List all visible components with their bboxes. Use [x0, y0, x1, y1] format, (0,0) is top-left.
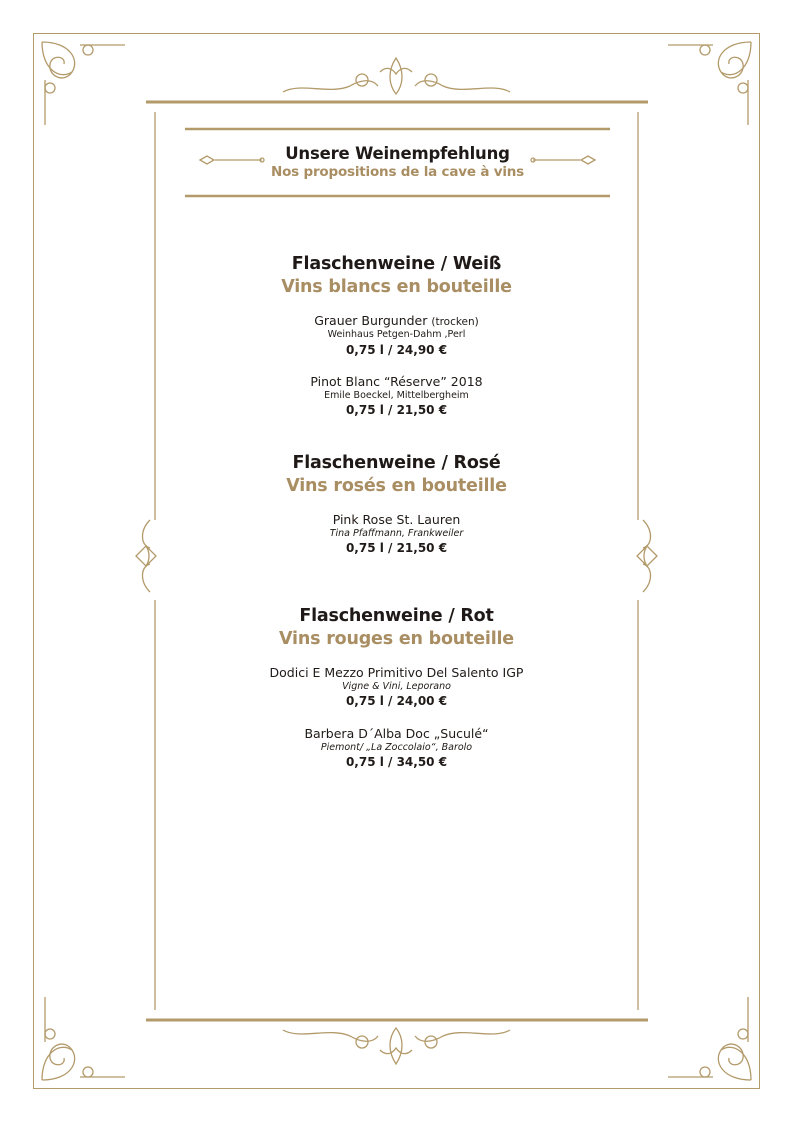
- wine-origin: Piemont/ „La Zoccolaio“, Barolo: [320, 742, 473, 753]
- wine-name: Pink Rose St. Lauren: [332, 512, 461, 527]
- section-subtitle-rose: Vins rosés en bouteille: [286, 476, 507, 496]
- wine-price: 0,75 l / 21,50 €: [345, 403, 448, 417]
- page-subtitle: Nos propositions de la cave à vins: [270, 164, 525, 180]
- wine-origin: Emile Boeckel, Mittelbergheim: [324, 390, 469, 401]
- page-title: Unsere Weinempfehlung: [285, 144, 510, 163]
- section-title-red: Flaschenweine / Rot: [299, 606, 494, 626]
- wine-note: (trocken): [431, 316, 479, 328]
- wine-name: [0, 313, 793, 328]
- wine-name: Dodici E Mezzo Primitivo Del Salento IGP: [269, 665, 524, 680]
- wine-price: 0,75 l / 24,00 €: [345, 694, 448, 708]
- heading-block: [185, 128, 610, 198]
- wine-name-text: Grauer Burgunder: [314, 313, 428, 328]
- wine-origin: Tina Pfaffmann, Frankweiler: [329, 528, 464, 539]
- wine-price: 0,75 l / 34,50 €: [345, 755, 448, 769]
- section-subtitle-red: Vins rouges en bouteille: [279, 629, 514, 649]
- section-title-white: Flaschenweine / Weiß: [291, 254, 502, 274]
- wine-origin: Vigne & Vini, Leporano: [342, 681, 451, 692]
- wine-price: 0,75 l / 24,90 €: [345, 343, 448, 357]
- wine-origin: Weinhaus Petgen-Dahm ,Perl: [327, 329, 466, 340]
- section-subtitle-white: Vins blancs en bouteille: [281, 277, 512, 297]
- wine-name: Pinot Blanc “Réserve” 2018: [310, 374, 483, 389]
- section-title-rose: Flaschenweine / Rosé: [292, 453, 501, 473]
- wine-name: Barbera D´Alba Doc „Suculé“: [304, 726, 489, 741]
- wine-price: 0,75 l / 21,50 €: [345, 541, 448, 555]
